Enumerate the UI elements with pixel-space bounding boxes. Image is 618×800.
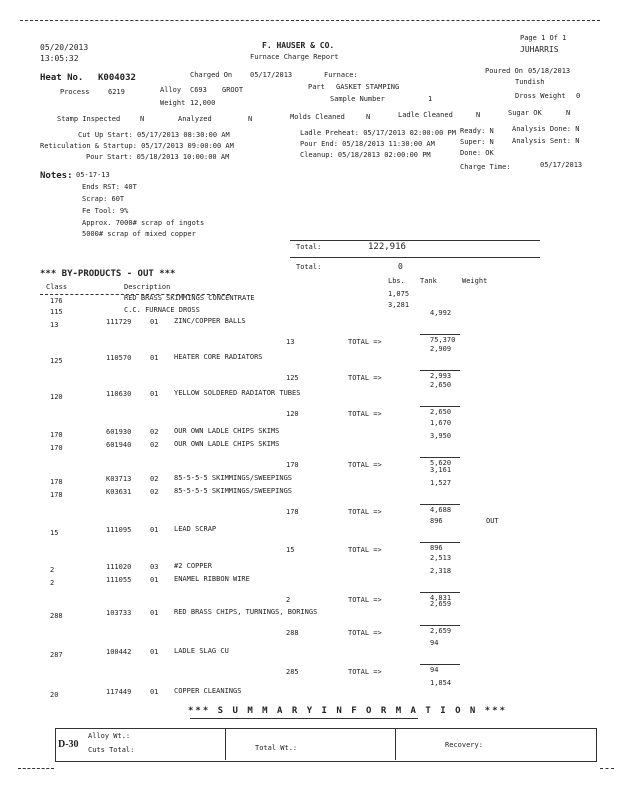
totals-rule-2 (290, 257, 540, 258)
group-total-rule (420, 457, 460, 458)
total-label: Total: (296, 243, 322, 251)
row-desc: COPPER CLEANINGS (174, 687, 242, 695)
row-desc: RED BRASS CHIPS, TURNINGS, BORINGS (174, 608, 318, 616)
page-id: D-30 (58, 739, 79, 750)
alloy-name: GROOT (222, 86, 244, 94)
group-total-rule (420, 334, 460, 335)
summary-cell3: Recovery: (445, 741, 483, 749)
group-total: 2,650 (430, 408, 452, 416)
group-total-rule (420, 664, 460, 665)
row-class: 288 (50, 612, 63, 620)
row-class: 178 (50, 478, 63, 486)
row-seq: 02 (150, 441, 159, 449)
charge-time-label: Charge Time: (460, 163, 511, 171)
row-weight: 1,854 (430, 679, 452, 687)
row-seq: 01 (150, 609, 159, 617)
time-right2-1: Analysis Done: N (512, 125, 580, 133)
col-weight: Weight (462, 277, 488, 285)
group-subclass: 2 (286, 596, 291, 604)
weight-label: Weight (160, 99, 186, 107)
row-class: 287 (50, 651, 63, 659)
row-seq: 01 (150, 576, 159, 584)
pre-row-1-class: 176 (50, 297, 63, 305)
row-note: OUT (486, 517, 499, 525)
user-id: JUHARRIS (520, 45, 559, 54)
row-desc: LADLE SLAG CU (174, 647, 229, 655)
report-title: Furnace Charge Report (250, 53, 339, 61)
note-line-4: Fe Tool: 9% (82, 207, 129, 215)
time-mid-2: Pour End: 05/18/2013 11:30:00 AM (300, 140, 435, 148)
note-line-3: Scrap: 60T (82, 195, 125, 203)
row-class: 120 (50, 393, 63, 401)
group-subclass: 285 (286, 668, 299, 676)
row-code: 111055 (106, 576, 132, 584)
row-code: 110570 (106, 354, 132, 362)
summary-divider-1 (225, 728, 226, 760)
stamp-value: N (140, 115, 145, 123)
sugar-value: N (566, 109, 571, 117)
row-desc: #2 COPPER (174, 562, 212, 570)
row-code: 111729 (106, 318, 132, 326)
group-total: 4,688 (430, 506, 452, 514)
row-class: 125 (50, 357, 63, 365)
row-code: 111020 (106, 563, 132, 571)
group-total-rule (420, 592, 460, 593)
row-desc: OUR OWN LADLE CHIPS SKIMS (174, 440, 280, 448)
row-class: 170 (50, 444, 63, 452)
row-weight: 2,318 (430, 567, 452, 575)
row-seq: 01 (150, 390, 159, 398)
sugar-label: Sugar OK (508, 109, 542, 117)
row-desc: LEAD SCRAP (174, 525, 217, 533)
ladle-label: Ladle Cleaned (398, 111, 453, 119)
row-seq: 02 (150, 475, 159, 483)
sample-value: 1 (428, 95, 433, 103)
group-total: 4,831 (430, 594, 452, 602)
row-class: 178 (50, 491, 63, 499)
summary-rule (190, 718, 418, 719)
alloy-label: Alloy (160, 86, 182, 94)
row-weight: 2,650 (430, 381, 452, 389)
row-weight: 94 (430, 639, 439, 647)
bottom-dash-left (18, 768, 54, 769)
time-right2-2: Analysis Sent: N (512, 137, 580, 145)
stamp-label: Stamp Inspected (57, 115, 121, 123)
ladle-value: N (476, 111, 481, 119)
group-subclass: 178 (286, 508, 299, 516)
summary-cell1-b: Cuts Total: (88, 746, 135, 754)
row-desc: ENAMEL RIBBON WIRE (174, 575, 250, 583)
row-code: 601930 (106, 428, 132, 436)
time-mid-3: Cleanup: 05/18/2013 02:00:00 PM (300, 151, 431, 159)
group-total: 75,370 (430, 336, 456, 344)
note-line-5: Approx. 7000# scrap of ingots (82, 219, 205, 227)
row-desc: 85-5-5-5 SKIMMINGS/SWEEPINGS (174, 487, 293, 495)
row-weight: 1,670 (430, 419, 452, 427)
summary-cell2: Total Wt.: (255, 744, 298, 752)
bottom-dash-right (600, 768, 614, 769)
heat-no: K004032 (98, 73, 136, 83)
summary-title: *** S U M M A R Y I N F O R M A T I O N *** (188, 706, 507, 716)
group-total: 2,993 (430, 372, 452, 380)
row-code: K03631 (106, 488, 132, 496)
summary-cell1-a: Alloy Wt.: (88, 732, 131, 740)
group-total: 5,620 (430, 459, 452, 467)
group-total-label: TOTAL => (348, 338, 382, 346)
row-class: 2 (50, 566, 55, 574)
row-seq: 01 (150, 688, 159, 696)
process-value: 6219 (108, 88, 125, 96)
row-code: 601940 (106, 441, 132, 449)
group-total-rule (420, 370, 460, 371)
time-right-2: Super: N (460, 138, 494, 146)
alloy-value: C693 (190, 86, 207, 94)
group-total-label: TOTAL => (348, 508, 382, 516)
time-left-3: Pour Start: 05/18/2013 10:00:00 AM (86, 153, 230, 161)
time-left-2: Reticulation & Startup: 05/17/2013 09:00:00 AM (40, 142, 234, 150)
group-total-rule (420, 406, 460, 407)
report-date: 05/20/2013 (40, 43, 89, 52)
group-total-rule (420, 504, 460, 505)
group-total-label: TOTAL => (348, 546, 382, 554)
molds-value: N (366, 113, 371, 121)
row-code: 111095 (106, 526, 132, 534)
total2-label: Total: (296, 263, 322, 271)
group-subclass: 13 (286, 338, 295, 346)
sample-label: Sample Number (330, 95, 385, 103)
col-desc: Description (124, 283, 171, 291)
row-desc: OUR OWN LADLE CHIPS SKIMS (174, 427, 280, 435)
row-weight: 1,527 (430, 479, 452, 487)
group-subclass: 15 (286, 546, 295, 554)
notes-label: Notes: (40, 171, 73, 181)
totals-rule (290, 240, 540, 241)
report-time: 13:05:32 (40, 54, 79, 63)
row-weight: 2,659 (430, 600, 452, 608)
group-total: 2,659 (430, 627, 452, 635)
pre-row-2-class: 115 (50, 308, 63, 316)
row-seq: 01 (150, 318, 159, 326)
row-seq: 01 (150, 526, 159, 534)
row-seq: 02 (150, 488, 159, 496)
group-total-rule (420, 625, 460, 626)
row-weight: 896 (430, 517, 443, 525)
furnace-value: Tundish (515, 78, 545, 86)
row-weight: 4,992 (430, 309, 452, 317)
group-subclass: 120 (286, 410, 299, 418)
col-tank: Tank (420, 277, 437, 285)
group-subclass: 125 (286, 374, 299, 382)
col-lbs: Lbs. (388, 277, 405, 285)
time-right-3: Done: OK (460, 149, 494, 157)
row-weight: 3,950 (430, 432, 452, 440)
group-total-label: TOTAL => (348, 374, 382, 382)
row-weight: 2,513 (430, 554, 452, 562)
part-label: Part (308, 83, 325, 91)
charge-time-value: 05/17/2013 (540, 161, 583, 169)
charged-on: 05/17/2013 (250, 71, 293, 79)
pre-row-1-desc: RED BRASS SKIMMINGS CONCENTRATE (124, 294, 255, 302)
top-border (20, 20, 600, 21)
poured-on: 05/18/2013 (528, 67, 571, 75)
summary-divider-2 (395, 728, 396, 760)
note-line-6: 5000# scrap of mixed copper (82, 230, 196, 238)
row-desc: YELLOW SOLDERED RADIATOR TUBES (174, 389, 301, 397)
group-total-label: TOTAL => (348, 668, 382, 676)
group-total: 896 (430, 544, 443, 552)
group-total-label: TOTAL => (348, 461, 382, 469)
dross-value: 0 (576, 92, 581, 100)
group-total-label: TOTAL => (348, 629, 382, 637)
dross-label: Dross Weight (515, 92, 566, 100)
row-code: 103733 (106, 609, 132, 617)
row-desc: HEATER CORE RADIATORS (174, 353, 263, 361)
molds-label: Molds Cleaned (290, 113, 345, 121)
page-indicator: Page 1 Of 1 (520, 34, 567, 42)
total2-value: 0 (398, 262, 403, 271)
weight-value: 12,000 (190, 99, 216, 107)
summary-box (55, 728, 597, 762)
pre-row-1-lbs: 1,075 (388, 290, 410, 298)
charged-on-label: Charged On (190, 71, 233, 79)
row-seq: 01 (150, 648, 159, 656)
row-weight: 2,909 (430, 345, 452, 353)
pre-row-2-desc: C.C. FURNACE DROSS (124, 306, 200, 314)
row-code: K03713 (106, 475, 132, 483)
row-class: 170 (50, 431, 63, 439)
group-total-rule (420, 542, 460, 543)
row-class: 15 (50, 529, 59, 537)
row-seq: 03 (150, 563, 159, 571)
time-mid-1: Ladle Preheat: 05/17/2013 02:00:00 PM (300, 129, 456, 137)
group-subclass: 288 (286, 629, 299, 637)
group-total: 94 (430, 666, 439, 674)
heat-no-label: Heat No. (40, 73, 84, 83)
poured-on-label: Poured On (485, 67, 523, 75)
analyzed-value: N (248, 115, 253, 123)
row-seq: 02 (150, 428, 159, 436)
furnace-label: Furnace: (324, 71, 358, 79)
row-desc: 85-5-5-5 SKIMMINGS/SWEEPINGS (174, 474, 293, 482)
group-total-label: TOTAL => (348, 596, 382, 604)
process-label: Process (60, 88, 90, 96)
analyzed-label: Analyzed (178, 115, 212, 123)
row-code: 117449 (106, 688, 132, 696)
row-class: 20 (50, 691, 59, 699)
col-class: Class (46, 283, 68, 291)
row-class: 13 (50, 321, 59, 329)
row-class: 2 (50, 579, 55, 587)
group-subclass: 170 (286, 461, 299, 469)
time-right-1: Ready: N (460, 127, 494, 135)
note-line-1: 05-17-13 (76, 171, 110, 179)
row-code: 110630 (106, 390, 132, 398)
row-seq: 01 (150, 354, 159, 362)
pre-row-2-lbs: 3,281 (388, 301, 410, 309)
company-name: F. HAUSER & CO. (262, 41, 335, 50)
row-code: 100442 (106, 648, 132, 656)
group-total-label: TOTAL => (348, 410, 382, 418)
time-left-1: Cut Up Start: 05/17/2013 08:30:00 AM (78, 131, 230, 139)
part-value: GASKET STAMPING (336, 83, 400, 91)
total-value: 122,916 (368, 242, 406, 252)
byproducts-title: *** BY-PRODUCTS - OUT *** (40, 269, 176, 279)
row-desc: ZINC/COPPER BALLS (174, 317, 246, 325)
note-line-2: Ends RST: 40T (82, 183, 137, 191)
row-weight: 3,161 (430, 466, 452, 474)
